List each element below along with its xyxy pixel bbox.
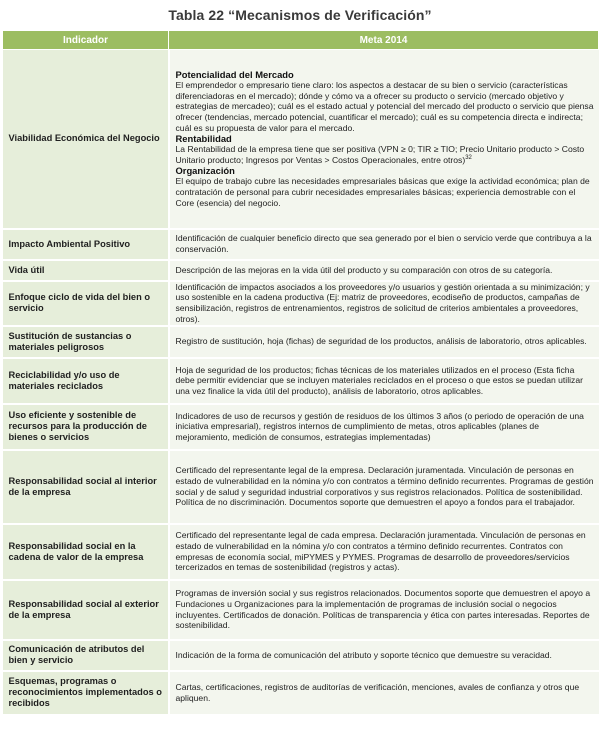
table-row (3, 640, 599, 671)
indicator-cell: Sustitución de sustancias o materiales peligrosos (3, 326, 169, 358)
table-row (3, 404, 599, 450)
verification-table (2, 30, 599, 716)
section-heading: Rentabilidad (175, 133, 232, 145)
header-meta: Meta 2014 (169, 31, 599, 50)
section-heading: Potencialidad del Mercado (175, 69, 294, 81)
meta-cell (169, 50, 599, 229)
meta-cell: Identificación de impactos asociados a los proveedores y/o usuarios y gestión orientada a su minimización; y uso sostenible en la cadena productiva (Ej: matriz de proveedores, ecodiseño de productos, campañas de sensibilización, registros de entrenamientos, registros de solicitud de criterios ambientales a proveedores, otros). (169, 281, 599, 326)
table-row (3, 229, 599, 260)
indicator-cell: Uso eficiente y sostenible de recursos para la producción de bienes o servicios (3, 404, 169, 450)
section-text-wrap (176, 144, 594, 165)
footnote-marker: 32 (465, 154, 472, 161)
meta-cell: Certificado del representante legal de cada empresa. Declaración juramentada. Vinculación de personas en estado de vulnerabilidad en la nómina y/o con contratos a término definido recurrentes. Contratos con empresas de economía social, miPYMES y PYMES. Programas de desarrollo de proveedores/servicios tercerizados en temas de sostenibilidad (registros y actas). (169, 524, 599, 580)
indicator-cell: Esquemas, programas o reconocimientos implementados o recibidos (3, 671, 169, 715)
table-row (3, 260, 599, 281)
section-heading: Organización (175, 165, 235, 177)
section-text: El emprendedor o empresario tiene claro: los aspectos a destacar de su bien o servicio (características diferenciadoras en el mercado); dónde y cómo va a ofrecer su producto o servicio (mercado objetivo y estrategias de mercadeo); cuál es el estado actual y potencial del mercado del producto o servicio que piensa ofrecer (tendencias, mercado potencial, cuantificar el mercado); cuál es su competencia directa e indirecta; cuál es su propuesta de valor para el mercado. (175, 80, 594, 133)
section-text: El equipo de trabajo cubre las necesidades empresariales básicas que exige la actividad económica; plan de contratación de personal para cubrir necesidades empresariales básicas; experiencia demostrable con el Core (esencia) del negocio. (175, 176, 590, 208)
meta-cell: Programas de inversión social y sus registros relacionados. Documentos soporte que demuestren el apoyo a Fundaciones u Organizaciones para la implementación de programas de inclusión social o negocios incluyentes. Certificados de donación. Políticas de transparencia y ética con partes interesadas. Reportes de sostenibilidad. (169, 580, 599, 640)
meta-cell: Registro de sustitución, hoja (fichas) de seguridad de los productos, análisis de laboratorio, otros aplicables. (169, 326, 599, 358)
meta-cell: Certificado del representante legal de la empresa. Declaración juramentada. Vinculación de personas en estado de vulnerabilidad en la nómina y/o con contratos a término definido recurrentes. Programas de gestión social y de salud y seguridad industrial corporativos y sus registros relacionados. Política de sostenibilidad. Política de no discriminación. Documentos soporte que demuestren el apoyo a fondos para el trabajador. (169, 450, 599, 524)
table-row (3, 524, 599, 580)
table-header-row (3, 31, 599, 50)
meta-cell: Hoja de seguridad de los productos; fichas técnicas de los materiales utilizados en el proceso (Esta ficha debe permitir evidenciar que se incluyen materiales reciclados en el proceso o que estos se puedan utilizar una vez finalice la vida útil del producto), análisis de laboratorio, otros aplicables. (169, 358, 599, 404)
indicator-cell: Viabilidad Económica del Negocio (3, 50, 169, 229)
header-indicador: Indicador (3, 31, 169, 50)
table-row (3, 326, 599, 358)
indicator-cell: Enfoque ciclo de vida del bien o servicio (3, 281, 169, 326)
table-row (3, 450, 599, 524)
table-row (3, 281, 599, 326)
table-row (3, 358, 599, 404)
meta-cell: Indicadores de uso de recursos y gestión de residuos de los últimos 3 años (o periodo de operación de una iniciativa empresarial), registros internos de cumplimiento de metas, otros aplicables (planes de mejoramiento, medición de consumos, estrategias implementadas) (169, 404, 599, 450)
indicator-cell: Reciclabilidad y/o uso de materiales reciclados (3, 358, 169, 404)
indicator-cell: Responsabilidad social en la cadena de valor de la empresa (3, 524, 169, 580)
indicator-cell: Responsabilidad social al exterior de la empresa (3, 580, 169, 640)
meta-cell: Cartas, certificaciones, registros de auditorías de verificación, menciones, avales de confianza y otros que apliquen. (169, 671, 599, 715)
indicator-cell: Responsabilidad social al interior de la empresa (3, 450, 169, 524)
section-text: La Rentabilidad de la empresa tiene que ser positiva (VPN ≥ 0; TIR ≥ TIO; Precio Unitario producto > Costo Unitario producto; Ingresos por Ventas > Costos Operacionales, entre otros) (175, 144, 585, 165)
meta-cell: Indicación de la forma de comunicación del atributo y soporte técnico que demuestre su veracidad. (169, 640, 599, 671)
table-row (3, 671, 599, 715)
table-title: Tabla 22 “Mecanismos de Verificación” (168, 7, 432, 23)
meta-cell: Descripción de las mejoras en la vida útil del producto y su comparación con otros de su categoría. (169, 260, 599, 281)
indicator-cell: Vida útil (3, 260, 169, 281)
meta-cell: Identificación de cualquier beneficio directo que sea generado por el bien o servicio verde que contribuya a la conservación. (169, 229, 599, 260)
indicator-cell: Comunicación de atributos del bien y servicio (3, 640, 169, 671)
indicator-cell: Impacto Ambiental Positivo (3, 229, 169, 260)
table-row (3, 580, 599, 640)
table-row (3, 50, 599, 229)
